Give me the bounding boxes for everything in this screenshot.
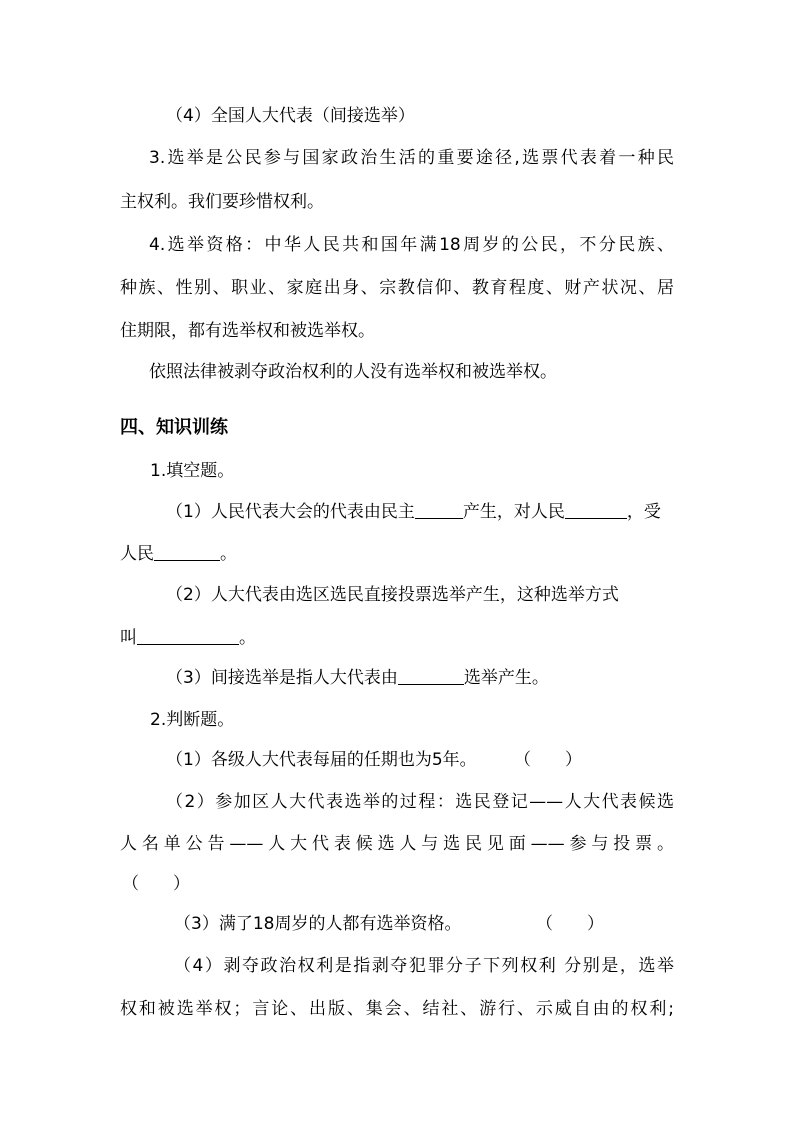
paragraph-3-line-1: 3.选举是公民参与国家政治生活的重要途径,选票代表着一种民 [149, 148, 674, 168]
paragraph-4-line-3: 住期限，都有选举权和被选举权。 [120, 321, 375, 341]
fill-q2-line-1: （2）人大代表由选区选民直接投票选举产生，这种选举方式 [166, 585, 619, 605]
fill-q1-text-d: 人民 [120, 544, 154, 564]
paragraph-4-line-1: 4.选举资格：中华人民共和国年满18周岁的公民，不分民族、 [149, 235, 674, 255]
blank-1 [415, 500, 463, 519]
judge-q2-answer-paren[interactable]: （ ） [122, 874, 190, 894]
blank-4 [137, 626, 239, 645]
fill-q2-line-2 [120, 626, 256, 650]
fill-q1-line-2 [120, 542, 237, 566]
fill-q3 [166, 666, 549, 690]
section-title: 四、知识训练 [120, 417, 228, 438]
judge-q4-line-2: 权和被选举权；言论、出版、集会、结社、游行、示威自由的权利; [120, 999, 674, 1019]
fill-q2-text-c: 。 [239, 628, 256, 648]
judge-q1-answer-paren[interactable]: （ ） [514, 750, 582, 770]
fill-q1-line-1 [166, 500, 661, 524]
paragraph-5: 依照法律被剥夺政治权利的人没有选举权和被选举权。 [149, 362, 557, 382]
fill-title: 1.填空题。 [150, 461, 235, 481]
judge-q3-answer-paren[interactable]: （ ） [536, 914, 604, 934]
judge-q1: （1）各级人大代表每届的任期也为5年。 [166, 750, 477, 770]
blank-5 [398, 666, 464, 685]
judge-title: 2.判断题。 [150, 710, 235, 730]
judge-q2-line-1: （2）参加区人大代表选举的过程：选民登记——人大代表候选 [166, 792, 674, 812]
blank-2 [565, 500, 627, 519]
paragraph-3-line-2: 主权利。我们要珍惜权利。 [120, 192, 324, 212]
fill-q1-text-e: 。 [220, 544, 237, 564]
judge-q3: （3）满了18周岁的人都有选举资格。 [174, 914, 462, 934]
fill-q3-text-b: 选举产生。 [463, 668, 549, 688]
fill-q2-text-b: 叫 [120, 628, 137, 648]
fill-q3-text-a: （3）间接选举是指人大代表由 [166, 668, 398, 688]
fill-q1-text-a: （1）人民代表大会的代表由民主 [166, 502, 415, 522]
fill-q1-text-c: ，受 [626, 502, 661, 522]
judge-q4-line-1: （4）剥夺政治权利是指剥夺犯罪分子下列权利 分别是，选举 [174, 956, 674, 976]
list-item-4: （4）全国人大代表（间接选举） [166, 106, 415, 126]
fill-q1-text-b: 产生，对人民 [462, 502, 565, 522]
paragraph-4-line-2: 种族、性别、职业、家庭出身、宗教信仰、教育程度、财产状况、居 [120, 278, 674, 298]
judge-q2-line-2: 人名单公告——人大代表候选人与选民见面——参与投票。 [120, 834, 674, 854]
blank-3 [154, 542, 220, 561]
